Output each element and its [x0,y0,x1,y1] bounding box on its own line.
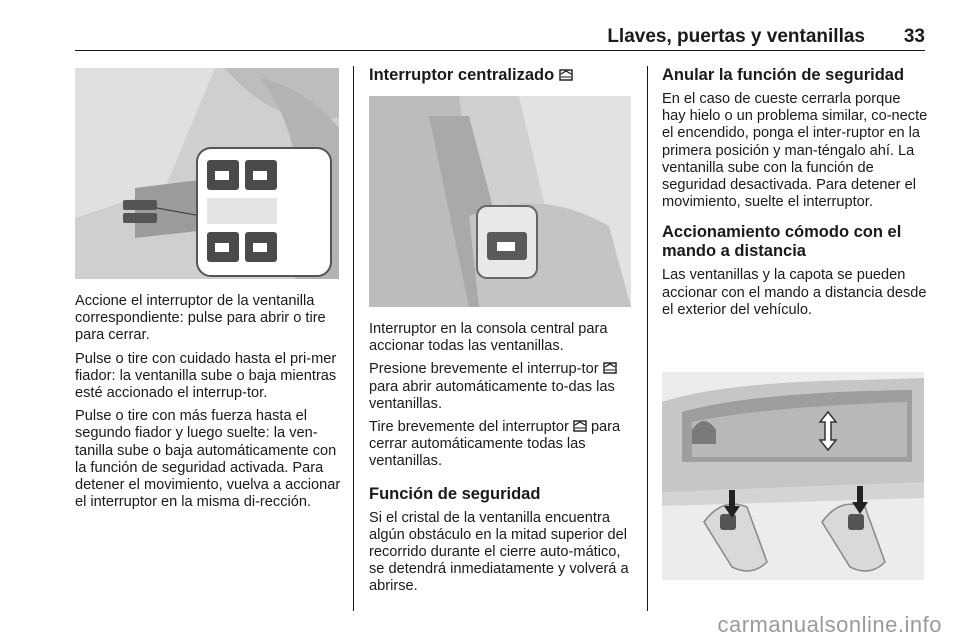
column-divider-right [647,66,648,611]
left-column [75,293,341,517]
column-divider-left [353,66,354,611]
left-paragraph-1: Accione el interruptor de la ventanilla correspondiente: pulse para abrir o tire para cerrar. [75,293,326,344]
remote-key-illustration [662,372,924,580]
window-switch-icon [573,420,587,432]
middle-column [369,66,633,91]
page-title: Llaves, puertas y ventanillas [607,26,865,47]
open-all-text-end: para abrir automáticamente to-das las ventanillas. [369,378,615,412]
remote-operation-text: Las ventanillas y la capota se pueden accionar con el mando a distancia desde el exterior del vehículo. [662,267,927,318]
override-safety-text: En el caso de cueste cerrarla porque hay hielo o un problema similar, co-necte el encendido, ponga el inter-ruptor en la primera posición y man-téngalo ahí. La ventanilla sube con la función de seguridad desactivada. Para detener el movimiento, suelte el interruptor. [662,91,928,211]
center-console-drawing [369,96,631,307]
window-switch-icon [603,362,617,374]
console-caption: Interruptor en la consola central para accionar todas las ventanillas. [369,321,608,355]
right-column [662,66,928,325]
safety-function-text: Si el cristal de la ventanilla encuentra algún obstáculo en la mitad superior del recorrido durante el cierre auto-mático, se detendrá inmediatamente y volverá a abrirse. [369,509,629,595]
close-all-text-end: para cerrar automáticamente todas las ventanillas. [369,419,621,470]
open-all-text-start: Presione brevemente el interrup-tor [369,361,599,378]
remote-key-drawing [662,372,924,580]
safety-function-heading: Función de seguridad [369,484,541,503]
left-paragraph-2: Pulse o tire con cuidado hasta el pri-mer fiador: la ventanilla sube o baja mientras esté accionado el interrup-tor. [75,350,337,402]
header-rule [75,50,925,51]
page-number: 33 [903,26,925,47]
middle-column-text [369,321,635,602]
remote-operation-heading: Accionamiento cómodo con el mando a distancia [662,223,902,261]
door-switch-illustration [75,68,339,279]
central-switch-heading [369,66,633,85]
watermark: carmanualsonline.info [717,612,942,637]
close-all-text-start: Tire brevemente del interruptor [369,419,569,436]
center-console-illustration [369,96,631,307]
open-all-paragraph [369,361,635,413]
page-header [75,24,925,50]
central-switch-heading-text: Interruptor centralizado [369,66,555,84]
override-safety-heading: Anular la función de seguridad [662,66,905,84]
left-paragraph-3: Pulse o tire con más fuerza hasta el segundo fiador y luego suelte: la ven-tanilla sube o baja automáticamente con la función de seguridad activada. Para detener el movimiento, vuelva a accionar el interruptor en la misma di-rección. [75,408,341,511]
door-switch-drawing [75,68,339,279]
window-switch-icon [559,69,573,81]
close-all-paragraph [369,419,635,471]
